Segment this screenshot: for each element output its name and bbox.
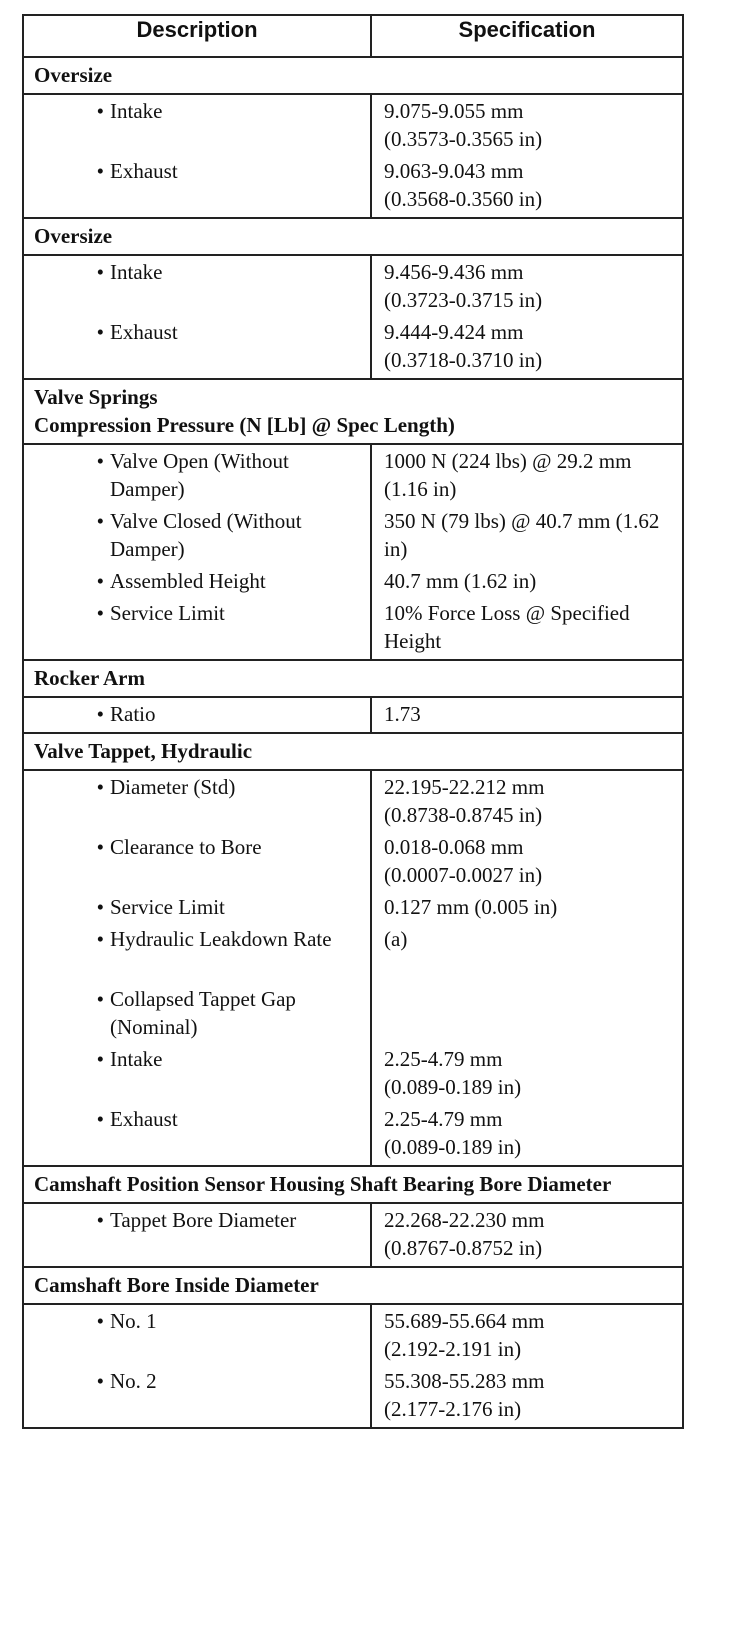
bullet-icon: • xyxy=(96,775,104,799)
item-label-text: Exhaust xyxy=(110,320,178,344)
section-title: Camshaft Position Sensor Housing Shaft Bearing Bore Diameter xyxy=(23,1166,683,1203)
section-row xyxy=(23,218,683,255)
section-title: Camshaft Bore Inside Diameter xyxy=(23,1267,683,1304)
item-spec: 9.444-9.424 mm (0.3718-0.3710 in) xyxy=(384,320,543,372)
description-cell xyxy=(23,255,371,379)
section-row xyxy=(23,660,683,697)
item-spec: 0.018-0.068 mm (0.0007-0.0027 in) xyxy=(384,835,543,887)
item-label-text: Exhaust xyxy=(110,159,178,183)
item-spec: 9.075-9.055 mm (0.3573-0.3565 in) xyxy=(384,99,543,151)
specification-cell xyxy=(371,697,683,733)
specification-cell xyxy=(371,770,683,1166)
description-cell xyxy=(23,697,371,733)
bullet-icon: • xyxy=(96,509,104,533)
item-spec: 0.127 mm (0.005 in) xyxy=(384,895,558,919)
item-label xyxy=(24,1307,366,1363)
item-label-text: No. 2 xyxy=(110,1369,157,1393)
section-title: Valve Springs Compression Pressure (N [Lb] @ Spec Length) xyxy=(23,379,683,444)
item-label xyxy=(24,157,366,213)
item-label xyxy=(24,97,366,153)
item-label xyxy=(24,893,366,921)
item-label-text: Collapsed Tappet Gap (Nominal) xyxy=(110,987,296,1039)
section-items-row xyxy=(23,94,683,218)
section-items-row xyxy=(23,770,683,1166)
item-spec: 2.25-4.79 mm (0.089-0.189 in) xyxy=(384,1107,522,1159)
item-label-text: Hydraulic Leakdown Rate xyxy=(110,927,332,951)
item-label-text: Valve Closed (Without Damper) xyxy=(110,509,302,561)
description-cell xyxy=(23,444,371,660)
specification-cell xyxy=(371,255,683,379)
item-label xyxy=(24,599,366,655)
item-label-text: Intake xyxy=(110,99,163,123)
bullet-icon: • xyxy=(96,1208,104,1232)
item-label xyxy=(24,1045,366,1101)
section-title: Rocker Arm xyxy=(23,660,683,697)
item-spec: 2.25-4.79 mm (0.089-0.189 in) xyxy=(384,1047,522,1099)
item-spec: 55.308-55.283 mm (2.177-2.176 in) xyxy=(384,1369,545,1421)
bullet-icon: • xyxy=(96,927,104,951)
section-row xyxy=(23,733,683,770)
item-spec: 40.7 mm (1.62 in) xyxy=(384,569,537,593)
specification-cell xyxy=(371,444,683,660)
item-label xyxy=(24,925,366,981)
description-cell xyxy=(23,770,371,1166)
item-spec: 350 N (79 lbs) @ 40.7 mm (1.62 in) xyxy=(384,509,660,561)
section-title: Oversize xyxy=(23,57,683,94)
item-label-text: Intake xyxy=(110,260,163,284)
section-items-row xyxy=(23,255,683,379)
item-spec xyxy=(384,985,676,1041)
item-label-text: Diameter (Std) xyxy=(110,775,236,799)
item-spec: 22.268-22.230 mm (0.8767-0.8752 in) xyxy=(384,1208,545,1260)
item-label xyxy=(24,1105,366,1161)
item-label-text: Clearance to Bore xyxy=(110,835,262,859)
item-label-text: Service Limit xyxy=(110,895,225,919)
header-row xyxy=(23,15,683,57)
bullet-icon: • xyxy=(96,449,104,473)
bullet-icon: • xyxy=(96,1107,104,1131)
item-label-text: Service Limit xyxy=(110,601,225,625)
item-label xyxy=(24,567,366,595)
item-label xyxy=(24,258,366,314)
bullet-icon: • xyxy=(96,702,104,726)
item-label xyxy=(24,773,366,829)
description-cell xyxy=(23,1304,371,1428)
section-title: Oversize xyxy=(23,218,683,255)
item-spec: (a) xyxy=(384,927,408,951)
item-label-text: Valve Open (Without Damper) xyxy=(110,449,289,501)
spec-table xyxy=(22,14,684,1429)
item-label xyxy=(24,318,366,374)
item-spec: 1000 N (224 lbs) @ 29.2 mm (1.16 in) xyxy=(384,449,632,501)
bullet-icon: • xyxy=(96,1309,104,1333)
section-row xyxy=(23,57,683,94)
item-spec: 10% Force Loss @ Specified Height xyxy=(384,601,630,653)
description-cell xyxy=(23,1203,371,1267)
item-label xyxy=(24,447,366,503)
section-row xyxy=(23,379,683,444)
item-label-text: Tappet Bore Diameter xyxy=(110,1208,297,1232)
bullet-icon: • xyxy=(96,1047,104,1071)
bullet-icon: • xyxy=(96,260,104,284)
table-body xyxy=(23,57,683,1428)
section-row xyxy=(23,1166,683,1203)
item-label xyxy=(24,833,366,889)
item-label xyxy=(24,1367,366,1423)
bullet-icon: • xyxy=(96,159,104,183)
section-items-row xyxy=(23,444,683,660)
item-label-text: Exhaust xyxy=(110,1107,178,1131)
item-spec: 55.689-55.664 mm (2.192-2.191 in) xyxy=(384,1309,545,1361)
bullet-icon: • xyxy=(96,835,104,859)
item-spec: 1.73 xyxy=(384,702,421,726)
bullet-icon: • xyxy=(96,99,104,123)
item-label xyxy=(24,700,366,728)
section-title: Valve Tappet, Hydraulic xyxy=(23,733,683,770)
section-row xyxy=(23,1267,683,1304)
item-spec: 9.063-9.043 mm (0.3568-0.3560 in) xyxy=(384,159,543,211)
bullet-icon: • xyxy=(96,569,104,593)
description-header: Description xyxy=(23,15,371,57)
item-label-text: Assembled Height xyxy=(110,569,266,593)
item-label-text: Intake xyxy=(110,1047,163,1071)
specification-cell xyxy=(371,94,683,218)
specification-cell xyxy=(371,1304,683,1428)
bullet-icon: • xyxy=(96,320,104,344)
bullet-icon: • xyxy=(96,987,104,1011)
specification-header: Specification xyxy=(371,15,683,57)
item-label xyxy=(24,985,366,1041)
description-cell xyxy=(23,94,371,218)
bullet-icon: • xyxy=(96,1369,104,1393)
item-label-text: No. 1 xyxy=(110,1309,157,1333)
section-items-row xyxy=(23,1203,683,1267)
section-items-row xyxy=(23,697,683,733)
item-label-text: Ratio xyxy=(110,702,156,726)
specification-cell xyxy=(371,1203,683,1267)
item-label xyxy=(24,507,366,563)
item-spec: 22.195-22.212 mm (0.8738-0.8745 in) xyxy=(384,775,545,827)
bullet-icon: • xyxy=(96,601,104,625)
item-label xyxy=(24,1206,366,1262)
section-items-row xyxy=(23,1304,683,1428)
item-spec: 9.456-9.436 mm (0.3723-0.3715 in) xyxy=(384,260,543,312)
bullet-icon: • xyxy=(96,895,104,919)
